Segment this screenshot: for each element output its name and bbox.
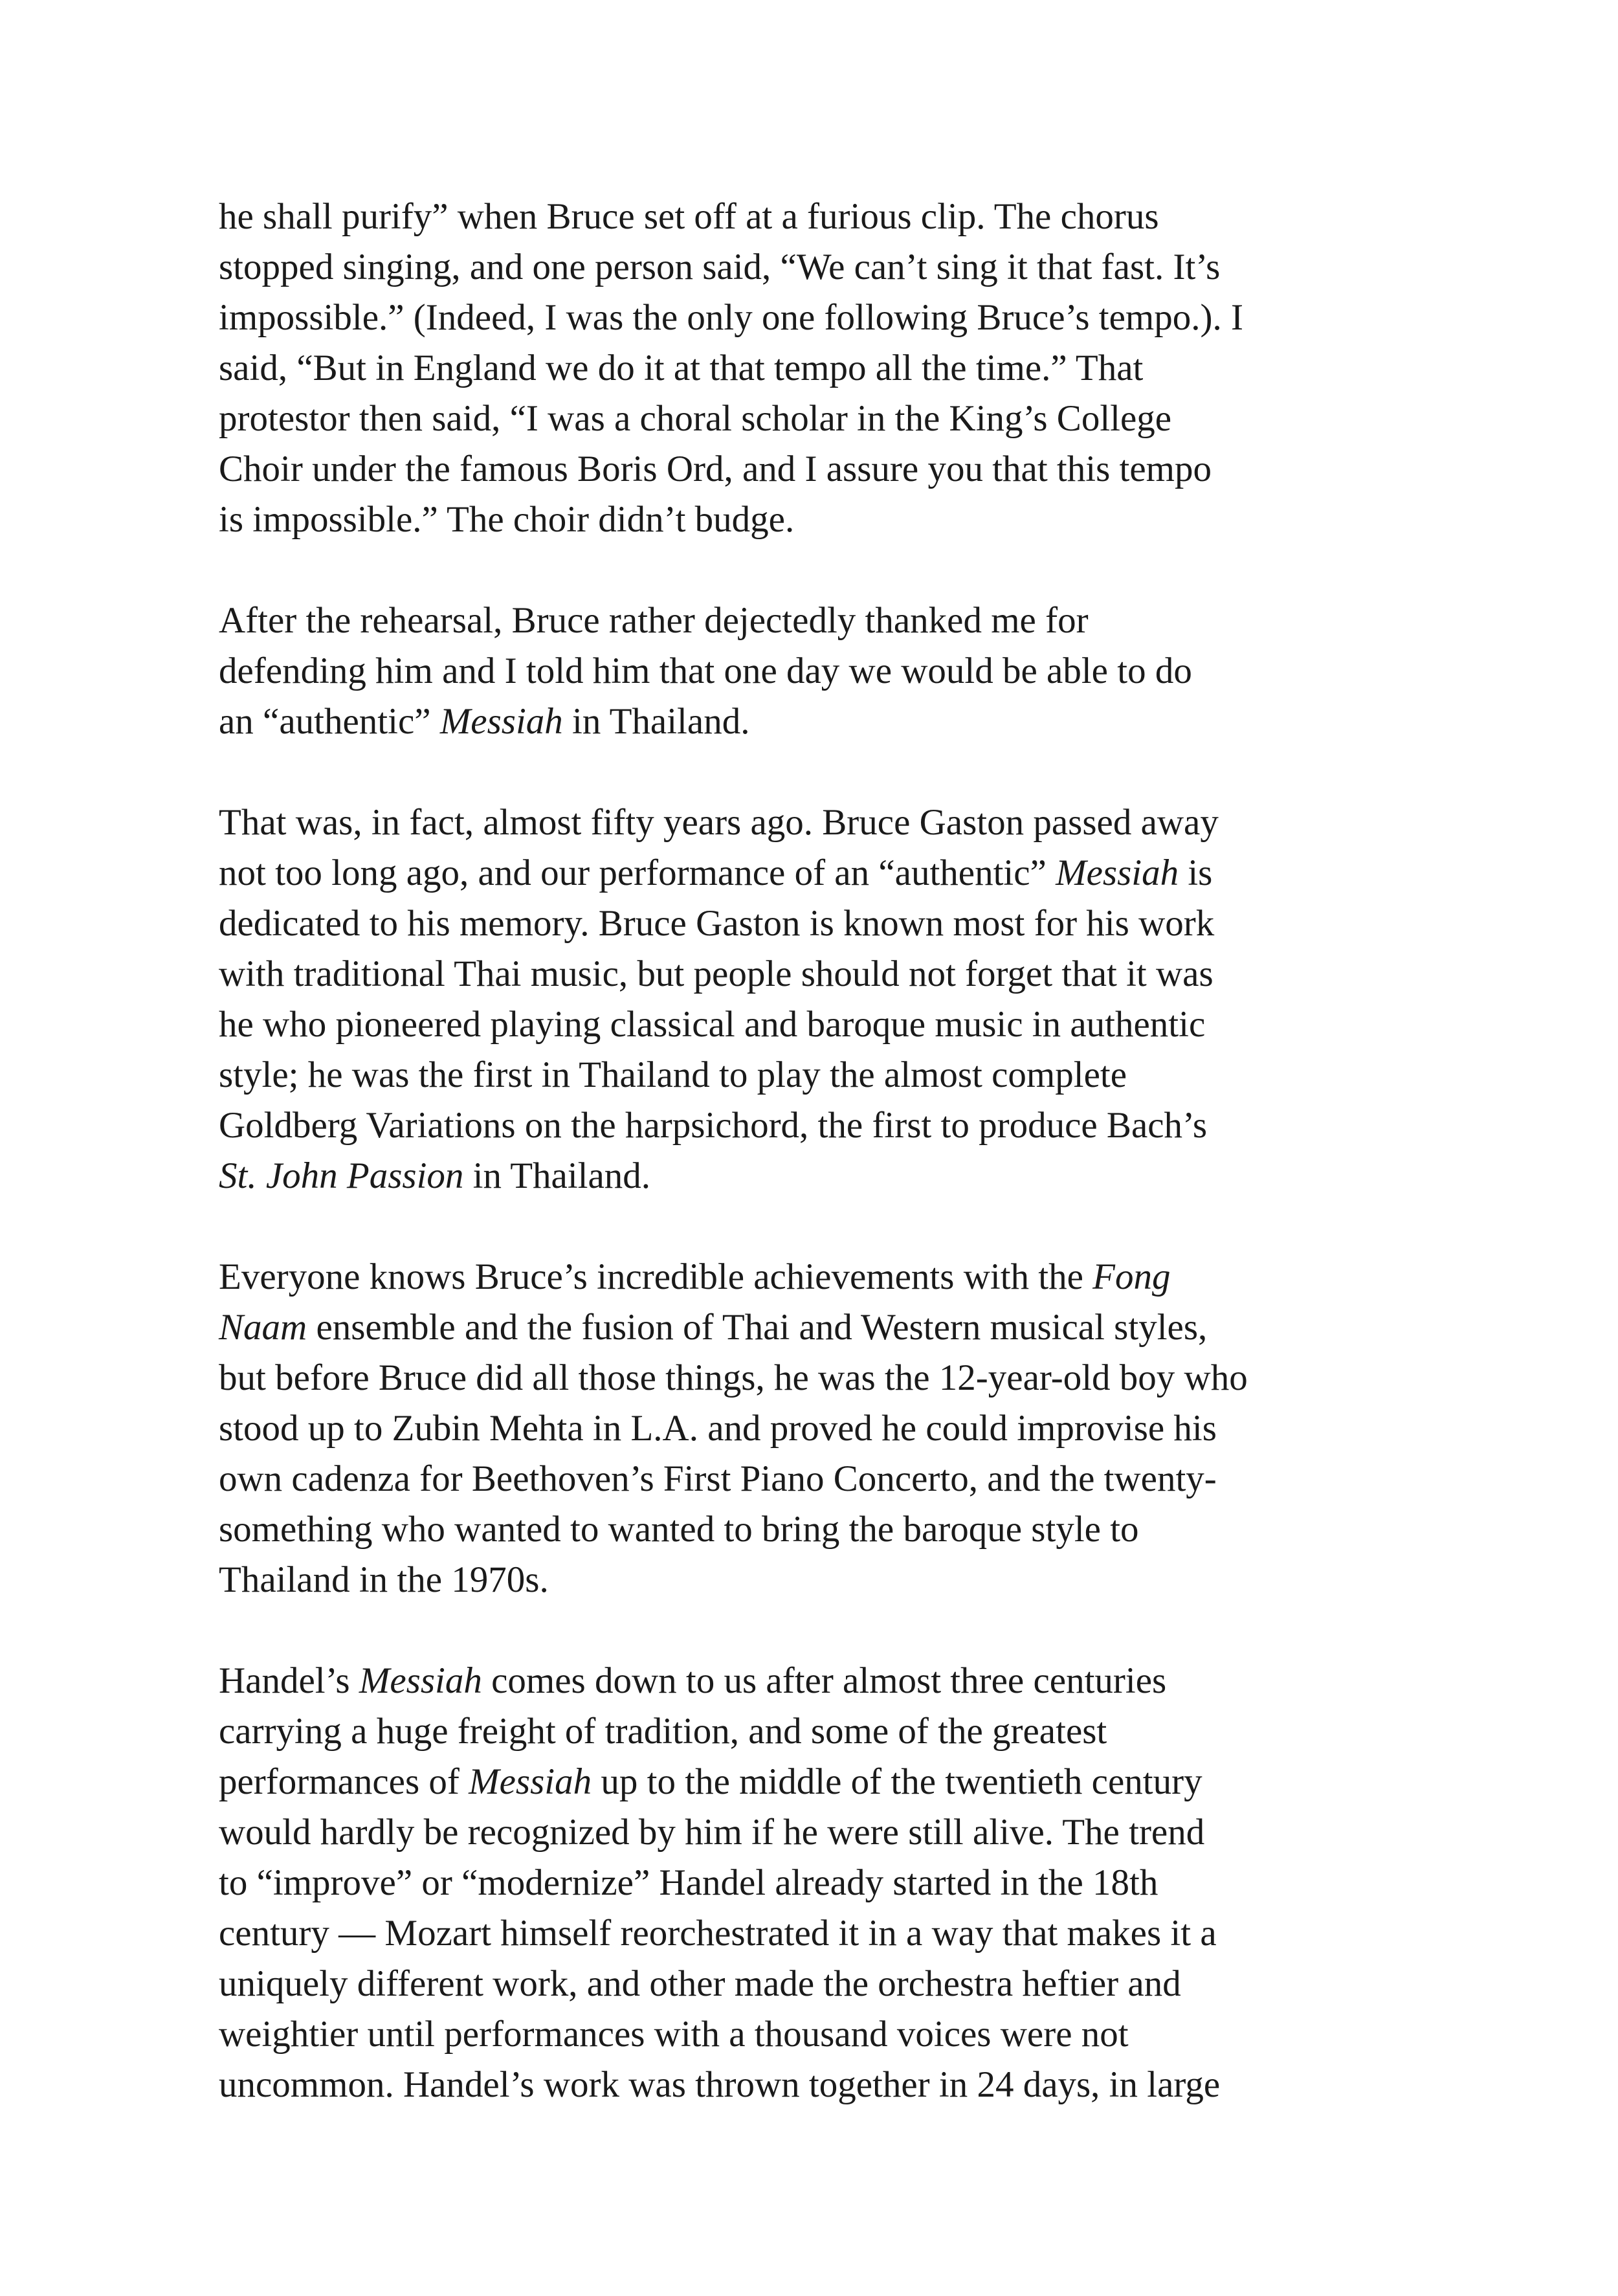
text-line: own cadenza for Beethoven’s First Piano Concerto, and the twenty- xyxy=(219,1458,1217,1499)
text-line: Goldberg Variations on the harpsichord, the first to produce Bach’s xyxy=(219,1105,1208,1146)
text-line: uncommon. Handel’s work was thrown together in 24 days, in large xyxy=(219,2064,1221,2105)
text-line: carrying a huge freight of tradition, and some of the greatest xyxy=(219,1711,1107,1752)
text-segment: ensemble and the fusion of Thai and Western musical styles, xyxy=(307,1307,1208,1348)
text-line: he shall purify” when Bruce set off at a furious clip. The chorus xyxy=(219,196,1159,237)
text-segment: not too long ago, and our performance of an “authentic” xyxy=(219,853,1056,893)
text-line: protestor then said, “I was a choral scholar in the King’s College xyxy=(219,398,1172,439)
text-line: something who wanted to wanted to bring the baroque style to xyxy=(219,1509,1139,1550)
text-segment: performances of xyxy=(219,1761,469,1802)
paragraph xyxy=(219,797,1448,1201)
paragraph xyxy=(219,1252,1448,1605)
text-line: is impossible.” The choir didn’t budge. xyxy=(219,499,795,540)
text-segment: in Thailand. xyxy=(463,1155,651,1196)
text-line xyxy=(219,697,1448,747)
text-line: stood up to Zubin Mehta in L.A. and proved he could improvise his xyxy=(219,1408,1217,1449)
text-segment: is xyxy=(1179,853,1213,893)
text-line: Choir under the famous Boris Ord, and I assure you that this tempo xyxy=(219,449,1212,489)
text-line: weightier until performances with a thousand voices were not xyxy=(219,2014,1129,2055)
text-line: After the rehearsal, Bruce rather dejectedly thanked me for xyxy=(219,600,1089,641)
text-segment: an “authentic” xyxy=(219,701,440,742)
text-segment: comes down to us after almost three centuries xyxy=(482,1660,1167,1701)
text-line: style; he was the first in Thailand to play the almost complete xyxy=(219,1054,1127,1095)
text-line: but before Bruce did all those things, he was the 12-year-old boy who xyxy=(219,1357,1248,1398)
text-line: impossible.” (Indeed, I was the only one following Bruce’s tempo.). I xyxy=(219,297,1243,338)
italic-title: Messiah xyxy=(359,1660,482,1701)
paragraph xyxy=(219,192,1448,545)
text-segment: Everyone knows Bruce’s incredible achievements with the xyxy=(219,1256,1093,1297)
document-body xyxy=(219,192,1448,2110)
text-line xyxy=(219,848,1448,898)
text-line: said, “But in England we do it at that tempo all the time.” That xyxy=(219,348,1144,388)
italic-title: Naam xyxy=(219,1307,307,1348)
text-line: to “improve” or “modernize” Handel already started in the 18th xyxy=(219,1862,1158,1903)
text-line: with traditional Thai music, but people should not forget that it was xyxy=(219,953,1214,994)
text-line: defending him and I told him that one day we would be able to do xyxy=(219,651,1192,691)
text-line: dedicated to his memory. Bruce Gaston is known most for his work xyxy=(219,903,1215,944)
text-line: he who pioneered playing classical and baroque music in authentic xyxy=(219,1004,1206,1045)
text-line: would hardly be recognized by him if he were still alive. The trend xyxy=(219,1812,1205,1853)
text-line xyxy=(219,1151,1448,1201)
text-segment: Handel’s xyxy=(219,1660,359,1701)
text-line xyxy=(219,1302,1448,1353)
text-line: Thailand in the 1970s. xyxy=(219,1559,549,1600)
paragraph xyxy=(219,596,1448,747)
text-segment: in Thailand. xyxy=(562,701,750,742)
italic-title: St. John Passion xyxy=(219,1155,464,1196)
text-line xyxy=(219,1252,1448,1302)
text-line: uniquely different work, and other made the orchestra heftier and xyxy=(219,1963,1181,2004)
text-line: stopped singing, and one person said, “We can’t sing it that fast. It’s xyxy=(219,247,1221,287)
italic-title: Messiah xyxy=(439,701,563,742)
text-segment: up to the middle of the twentieth century xyxy=(592,1761,1202,1802)
text-line xyxy=(219,1656,1448,1706)
text-line: That was, in fact, almost fifty years ago. Bruce Gaston passed away xyxy=(219,802,1219,843)
text-line: century — Mozart himself reorchestrated it in a way that makes it a xyxy=(219,1913,1217,1954)
paragraph xyxy=(219,1656,1448,2110)
text-line xyxy=(219,1757,1448,1807)
italic-title: Messiah xyxy=(469,1761,592,1802)
italic-title: Fong xyxy=(1092,1256,1171,1297)
italic-title: Messiah xyxy=(1056,853,1179,893)
